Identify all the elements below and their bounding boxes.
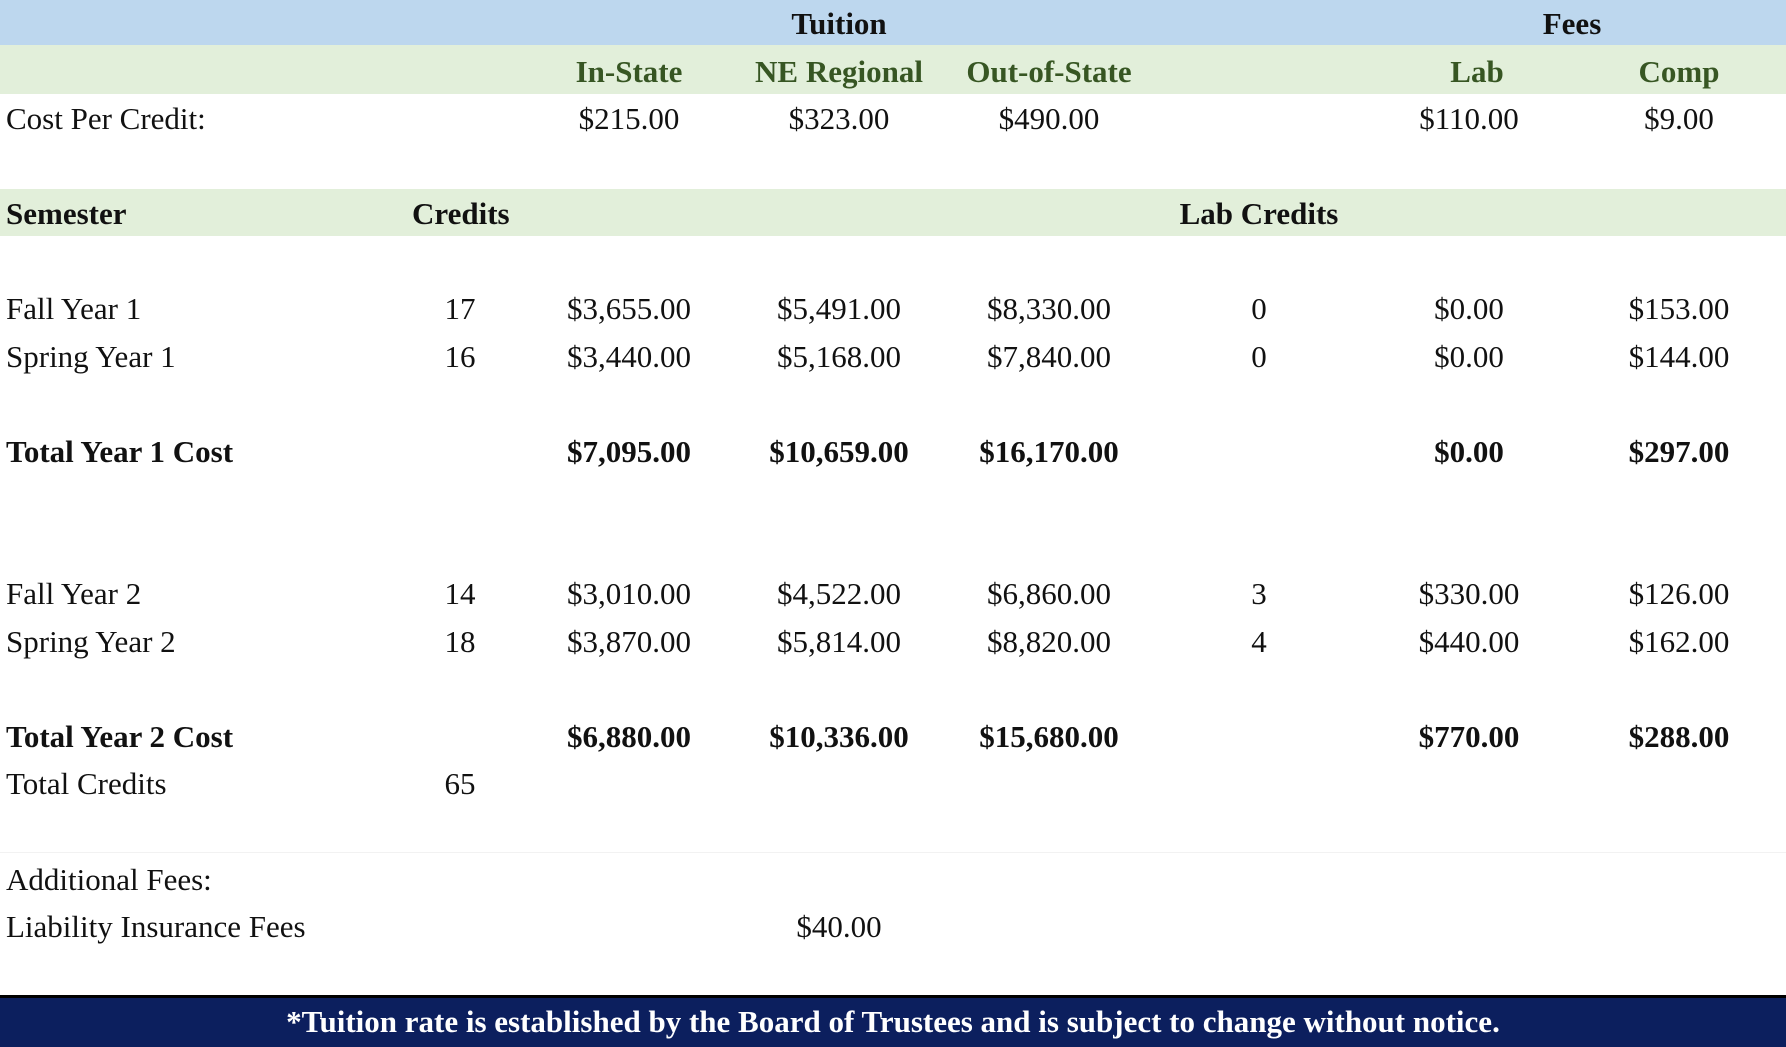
lab-credits-cell: 4 — [1251, 624, 1267, 659]
ne-regional-cell: $4,522.00 — [777, 576, 901, 611]
out-of-state-cell: $8,820.00 — [987, 624, 1111, 659]
credits-cell: 16 — [444, 339, 476, 374]
cost-per-credit-ne-regional: $323.00 — [788, 101, 890, 136]
ne-regional-cell: $5,168.00 — [777, 339, 901, 374]
in-state-cell: $3,440.00 — [567, 339, 691, 374]
cost-per-credit-label: Cost Per Credit: — [6, 101, 206, 136]
ne-regional-cell: $5,491.00 — [777, 291, 901, 326]
cost-per-credit-in-state: $215.00 — [578, 101, 680, 136]
ne-regional-cell: $5,814.00 — [777, 624, 901, 659]
out-of-state-cell: $8,330.00 — [987, 291, 1111, 326]
fees-header: Fees — [1542, 6, 1602, 41]
lab-fee-cell: $440.00 — [1418, 624, 1520, 659]
tuition-header: Tuition — [791, 6, 887, 41]
lab-fee-cell: $0.00 — [1434, 339, 1504, 374]
semester-cell: Spring Year 1 — [6, 339, 176, 374]
comp-fee-cell: $144.00 — [1628, 339, 1730, 374]
in-state-cell: $3,010.00 — [567, 576, 691, 611]
cost-per-credit-lab: $110.00 — [1419, 101, 1519, 136]
tuition-disclaimer: *Tuition rate is established by the Board of Trustees and is subject to change without notice. — [286, 1004, 1500, 1039]
in-state-header: In-State — [575, 54, 683, 89]
liability-insurance-label: Liability Insurance Fees — [6, 909, 306, 944]
comp-header: Comp — [1638, 54, 1720, 89]
liability-insurance-value: $40.00 — [796, 909, 882, 944]
credits-cell: 18 — [444, 624, 476, 659]
section-divider — [0, 852, 1786, 853]
in-state-cell: $3,655.00 — [567, 291, 691, 326]
total-ne-regional: $10,659.00 — [769, 434, 909, 469]
lab-credits-column-header: Lab Credits — [1179, 196, 1339, 231]
total-lab-fee: $770.00 — [1418, 719, 1520, 754]
semester-cell: Fall Year 1 — [6, 291, 142, 326]
lab-fee-cell: $330.00 — [1418, 576, 1520, 611]
semester-cell: Spring Year 2 — [6, 624, 176, 659]
column-header-band — [0, 189, 1786, 236]
ne-regional-header: NE Regional — [755, 54, 923, 89]
lab-fee-cell: $0.00 — [1434, 291, 1504, 326]
semester-column-header: Semester — [6, 196, 127, 231]
credits-column-header: Credits — [412, 196, 510, 231]
lab-credits-cell: 3 — [1251, 576, 1267, 611]
additional-fees-label: Additional Fees: — [6, 862, 212, 897]
total-lab-fee: $0.00 — [1434, 434, 1504, 469]
total-comp-fee: $297.00 — [1628, 434, 1730, 469]
out-of-state-cell: $6,860.00 — [987, 576, 1111, 611]
total-credits-value: 65 — [444, 766, 476, 801]
lab-credits-cell: 0 — [1251, 291, 1267, 326]
out-of-state-cell: $7,840.00 — [987, 339, 1111, 374]
total-label: Total Year 2 Cost — [6, 719, 234, 754]
tuition-fees-header-band — [0, 0, 1786, 45]
semester-cell: Fall Year 2 — [6, 576, 142, 611]
total-out-of-state: $15,680.00 — [979, 719, 1119, 754]
comp-fee-cell: $162.00 — [1628, 624, 1730, 659]
in-state-cell: $3,870.00 — [567, 624, 691, 659]
total-comp-fee: $288.00 — [1628, 719, 1730, 754]
comp-fee-cell: $153.00 — [1628, 291, 1730, 326]
credits-cell: 14 — [444, 576, 476, 611]
comp-fee-cell: $126.00 — [1628, 576, 1730, 611]
total-credits-label: Total Credits — [6, 766, 167, 801]
cost-per-credit-comp: $9.00 — [1644, 101, 1714, 136]
total-in-state: $7,095.00 — [567, 434, 691, 469]
cost-per-credit-out-of-state: $490.00 — [998, 101, 1100, 136]
credits-cell: 17 — [444, 291, 476, 326]
total-label: Total Year 1 Cost — [6, 434, 234, 469]
total-in-state: $6,880.00 — [567, 719, 691, 754]
out-of-state-header: Out-of-State — [966, 54, 1132, 89]
lab-credits-cell: 0 — [1251, 339, 1267, 374]
total-out-of-state: $16,170.00 — [979, 434, 1119, 469]
lab-header: Lab — [1450, 54, 1504, 89]
total-ne-regional: $10,336.00 — [769, 719, 909, 754]
